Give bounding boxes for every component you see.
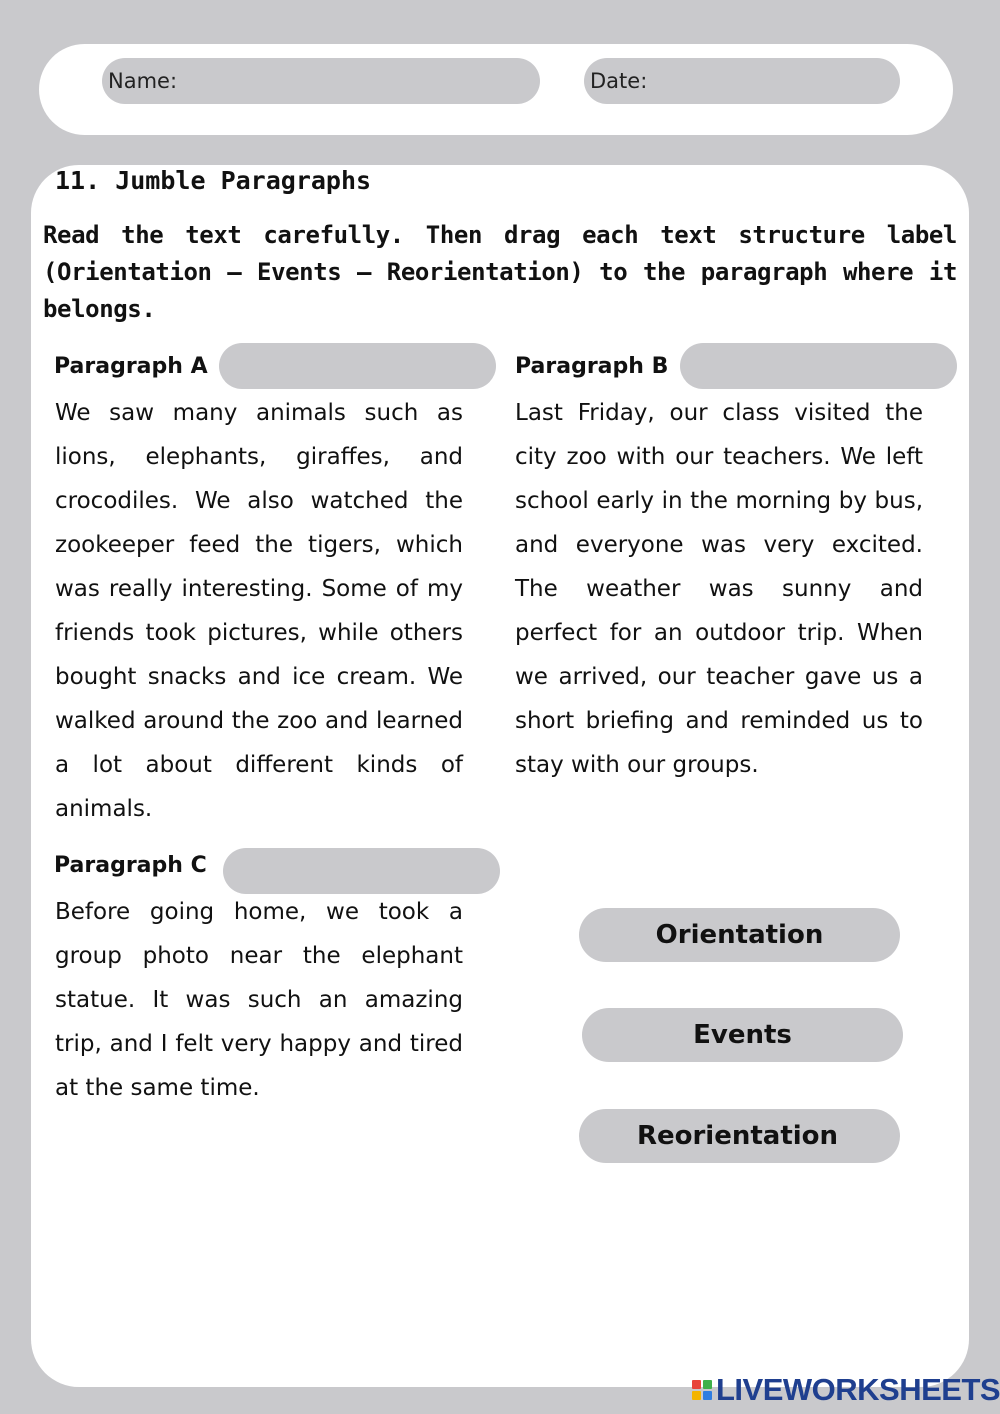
header-card [39,44,953,135]
orientation-label-tile[interactable]: Orientation [579,908,900,962]
reorientation-label-tile[interactable]: Reorientation [579,1109,900,1163]
paragraph-b-text: Last Friday, our class visited the city zoo with our teachers. We left school early in the morning by bus, and everyone was very excited. The weather was sunny and perfect for an outdoor trip. When we arrived, our teacher gave us a short briefing and reminded us to stay with our groups. [515,400,923,778]
paragraph-b-drop-slot[interactable] [680,343,957,389]
paragraph-c-text: Before going home, we took a group photo near the elephant statue. It was such an amazing trip, and I felt very happy and tired at the same time. [55,899,463,1101]
name-field[interactable] [102,58,540,104]
liveworksheets-logo-text: LIVEWORKSHEETS [716,1372,1000,1407]
paragraph-b-heading: Paragraph B [515,354,669,379]
liveworksheets-logo [692,1374,1000,1406]
paragraph-c-heading: Paragraph C [54,853,207,878]
date-label: Date: [590,69,648,93]
paragraph-c-drop-slot[interactable] [223,848,500,894]
instructions-text: Read the text carefully. Then drag each text structure label (Orientation – Events – Reorientation) to the paragraph where it belongs. [43,221,957,323]
events-label-tile[interactable]: Events [582,1008,903,1062]
liveworksheets-logo-icon [692,1380,712,1400]
date-field[interactable] [584,58,900,104]
worksheet-title: 11. Jumble Paragraphs [55,166,372,195]
paragraph-a-heading: Paragraph A [54,354,208,379]
name-label: Name: [108,69,178,93]
paragraph-a-text: We saw many animals such as lions, elephants, giraffes, and crocodiles. We also watched the zookeeper feed the tigers, which was really interesting. Some of my friends took pictures, while others bought snacks and ice cream. We walked around the zoo and learned a lot about different kinds of animals. [55,400,463,822]
paragraph-a-drop-slot[interactable] [219,343,496,389]
